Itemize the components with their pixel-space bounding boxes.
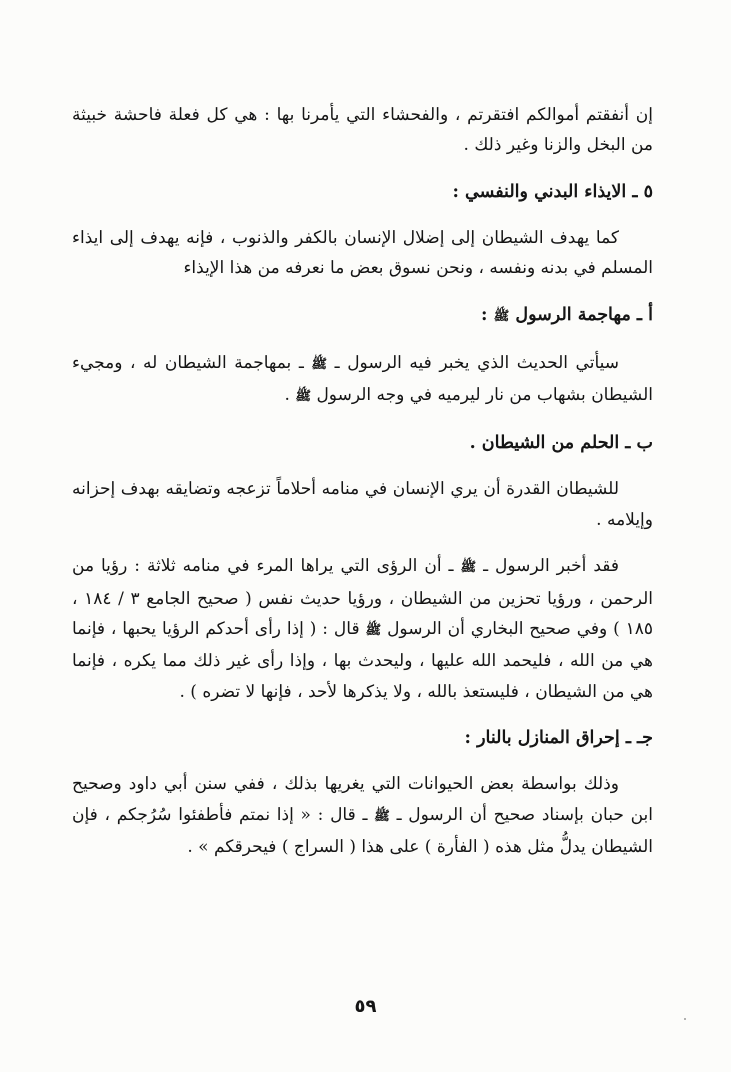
scan-speck <box>684 1018 686 1020</box>
paragraph-5 <box>72 551 653 707</box>
page-number: ٥٩ <box>354 996 377 1017</box>
paragraph-3-part-2: ـ بمهاجمة الشيطان له ، ومجيء الشيطان بشهاب من نار ليرميه في وجه الرسول <box>72 352 653 406</box>
pbuh-symbol: ﷺ <box>295 389 312 405</box>
heading-a-colon: : <box>481 304 488 325</box>
paragraph-3-part-1: سيأتي الحديث الذي يخبر فيه الرسول ـ <box>334 352 620 373</box>
paragraph-6-part-1: وذلك بواسطة بعض الحيوانات التي يغريها بذلك ، ففي سنن أبي داود وصحيح ابن حبان بإسناد صحيح أن الرسول ـ <box>72 774 653 825</box>
heading-b: ب ـ الحلم من الشيطان . <box>469 433 653 454</box>
pbuh-symbol: ﷺ <box>374 808 390 824</box>
heading-a <box>72 300 653 332</box>
paragraph-5-part-1: فقد أخبر الرسول ـ <box>483 556 619 577</box>
paragraph-2: كما يهدف الشيطان إلى إضلال الإنسان بالكفر والذنوب ، فإنه يهدف إلى ايذاء المسلم في بدنه ونفسه ، ونحن نسوق بعض ما نعرفه من هذا الإيذاء <box>72 227 653 279</box>
page-body <box>72 100 653 879</box>
heading-a-text: أ ـ مهاجمة الرسول <box>515 304 653 325</box>
paragraph-3 <box>72 348 653 413</box>
heading-5: ٥ ـ الايذاء البدني والنفسي : <box>452 181 653 202</box>
paragraph-1: إن أنفقتم أموالكم افتقرتم ، والفحشاء التي يأمرنا بها : هي كل فعلة فاحشة خبيثة من البخل والزنا وغير ذلك . <box>72 105 653 156</box>
paragraph-6-part-2: ـ قال : « إذا نمتم فأطفئوا سُرُجكم ، فإن الشيطان يدلُّ مثل هذه ( الفأرة ) على هذا ( السراج ) فيحرقكم » . <box>72 804 653 858</box>
paragraph-5-part-3: قال : ( إذا رأى أحدكم الرؤيا يحبها ، فإنما هي من الله ، فليحمد الله عليها ، وليحدث بها ، وإذا رأى غير ذلك مما يكره ، فإنما هي من الشيطان ، فليستعذ بالله ، ولا يذكرها لأحد ، فإنها لا تضره ) . <box>72 619 653 702</box>
paragraph-4: للشيطان القدرة أن يري الإنسان في منامه أحلاماً تزعجه وتضايقه بهدف إحزانه وإيلامه . <box>72 479 653 530</box>
heading-j: جـ ـ إحراق المنازل بالنار : <box>464 728 653 749</box>
paragraph-6 <box>72 769 653 862</box>
paragraph-3-part-3: . <box>284 385 290 406</box>
pbuh-symbol: ﷺ <box>365 623 382 639</box>
pbuh-symbol: ﷺ <box>311 356 328 372</box>
pbuh-symbol: ﷺ <box>493 308 510 324</box>
pbuh-symbol: ﷺ <box>460 560 477 576</box>
paragraph-5-part-2: ـ أن الرؤى التي يراها المرء في منامه ثلاثة : رؤيا من الرحمن ، ورؤيا تحزين من الشيطان ، ورؤيا حديث نفس ( صحيح الجامع ٣ / ١٨٤ ، ١٨٥ ) وفي صحيح البخاري أن الرسول <box>72 556 654 640</box>
